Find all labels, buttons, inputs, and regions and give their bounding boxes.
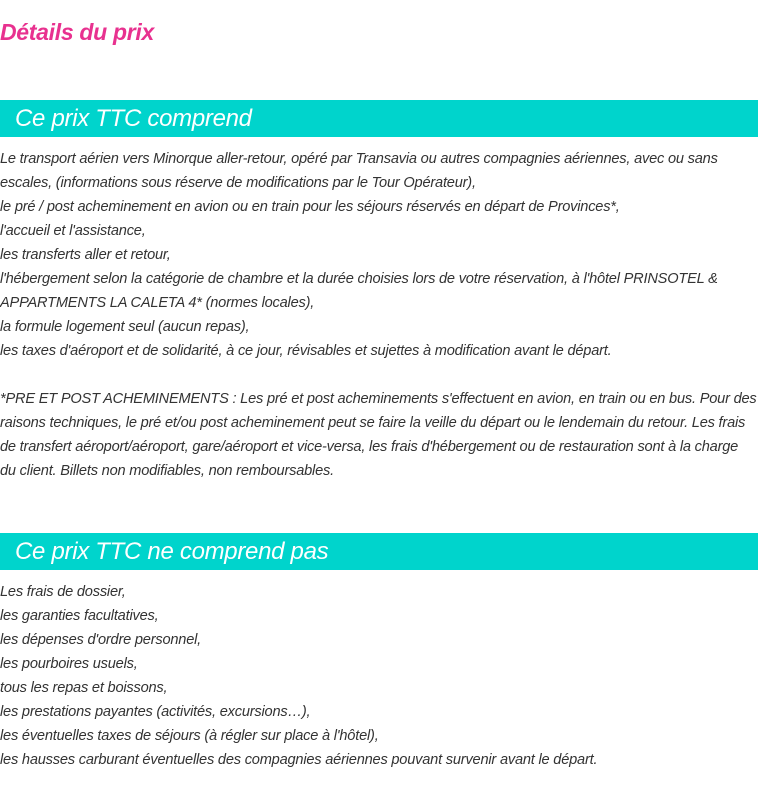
- included-line: les taxes d'aéroport et de solidarité, à ce jour, révisables et sujettes à modification avant le départ.: [0, 343, 612, 359]
- note-line: raisons techniques, le pré et/ou post acheminement peut se faire la veille du départ ou le lendemain du retour. Les frais: [0, 415, 746, 431]
- excluded-section-header: Ce prix TTC ne comprend pas: [0, 533, 758, 570]
- included-section-header: Ce prix TTC comprend: [0, 100, 758, 137]
- included-line: Le transport aérien vers Minorque aller-retour, opéré par Transavia ou autres compagnies aériennes, avec ou sans: [0, 151, 718, 167]
- excluded-line: tous les repas et boissons,: [0, 680, 168, 696]
- included-line: APPARTMENTS LA CALETA 4* (normes locales),: [0, 295, 315, 311]
- excluded-line: Les frais de dossier,: [0, 584, 126, 600]
- note-line: du client. Billets non modifiables, non remboursables.: [0, 463, 334, 479]
- excluded-line: les prestations payantes (activités, excursions…),: [0, 704, 311, 720]
- included-line: l'accueil et l'assistance,: [0, 223, 146, 239]
- excluded-section-body: [0, 580, 758, 772]
- page-title: Détails du prix: [0, 19, 154, 45]
- included-section-body: [0, 147, 758, 483]
- excluded-line: les hausses carburant éventuelles des compagnies aériennes pouvant survenir avant le départ.: [0, 752, 598, 768]
- note-line: de transfert aéroport/aéroport, gare/aéroport et vice-versa, les frais d'hébergement ou de restauration sont à la charge: [0, 439, 739, 455]
- included-line: les transferts aller et retour,: [0, 247, 171, 263]
- included-line: le pré / post acheminement en avion ou en train pour les séjours réservés en départ de Provinces*,: [0, 199, 620, 215]
- note-line: *PRE ET POST ACHEMINEMENTS : Les pré et post acheminements s'effectuent en avion, en train ou en bus. Pour des: [0, 391, 757, 407]
- excluded-line: les dépenses d'ordre personnel,: [0, 632, 202, 648]
- excluded-line: les éventuelles taxes de séjours (à régler sur place à l'hôtel),: [0, 728, 379, 744]
- included-line: escales, (informations sous réserve de modifications par le Tour Opérateur),: [0, 175, 476, 191]
- included-line: l'hébergement selon la catégorie de chambre et la durée choisies lors de votre réservation, à l'hôtel PRINSOTEL &: [0, 271, 718, 287]
- included-line: la formule logement seul (aucun repas),: [0, 319, 250, 335]
- excluded-line: les garanties facultatives,: [0, 608, 159, 624]
- excluded-line: les pourboires usuels,: [0, 656, 138, 672]
- pre-post-routing-note: [0, 387, 758, 483]
